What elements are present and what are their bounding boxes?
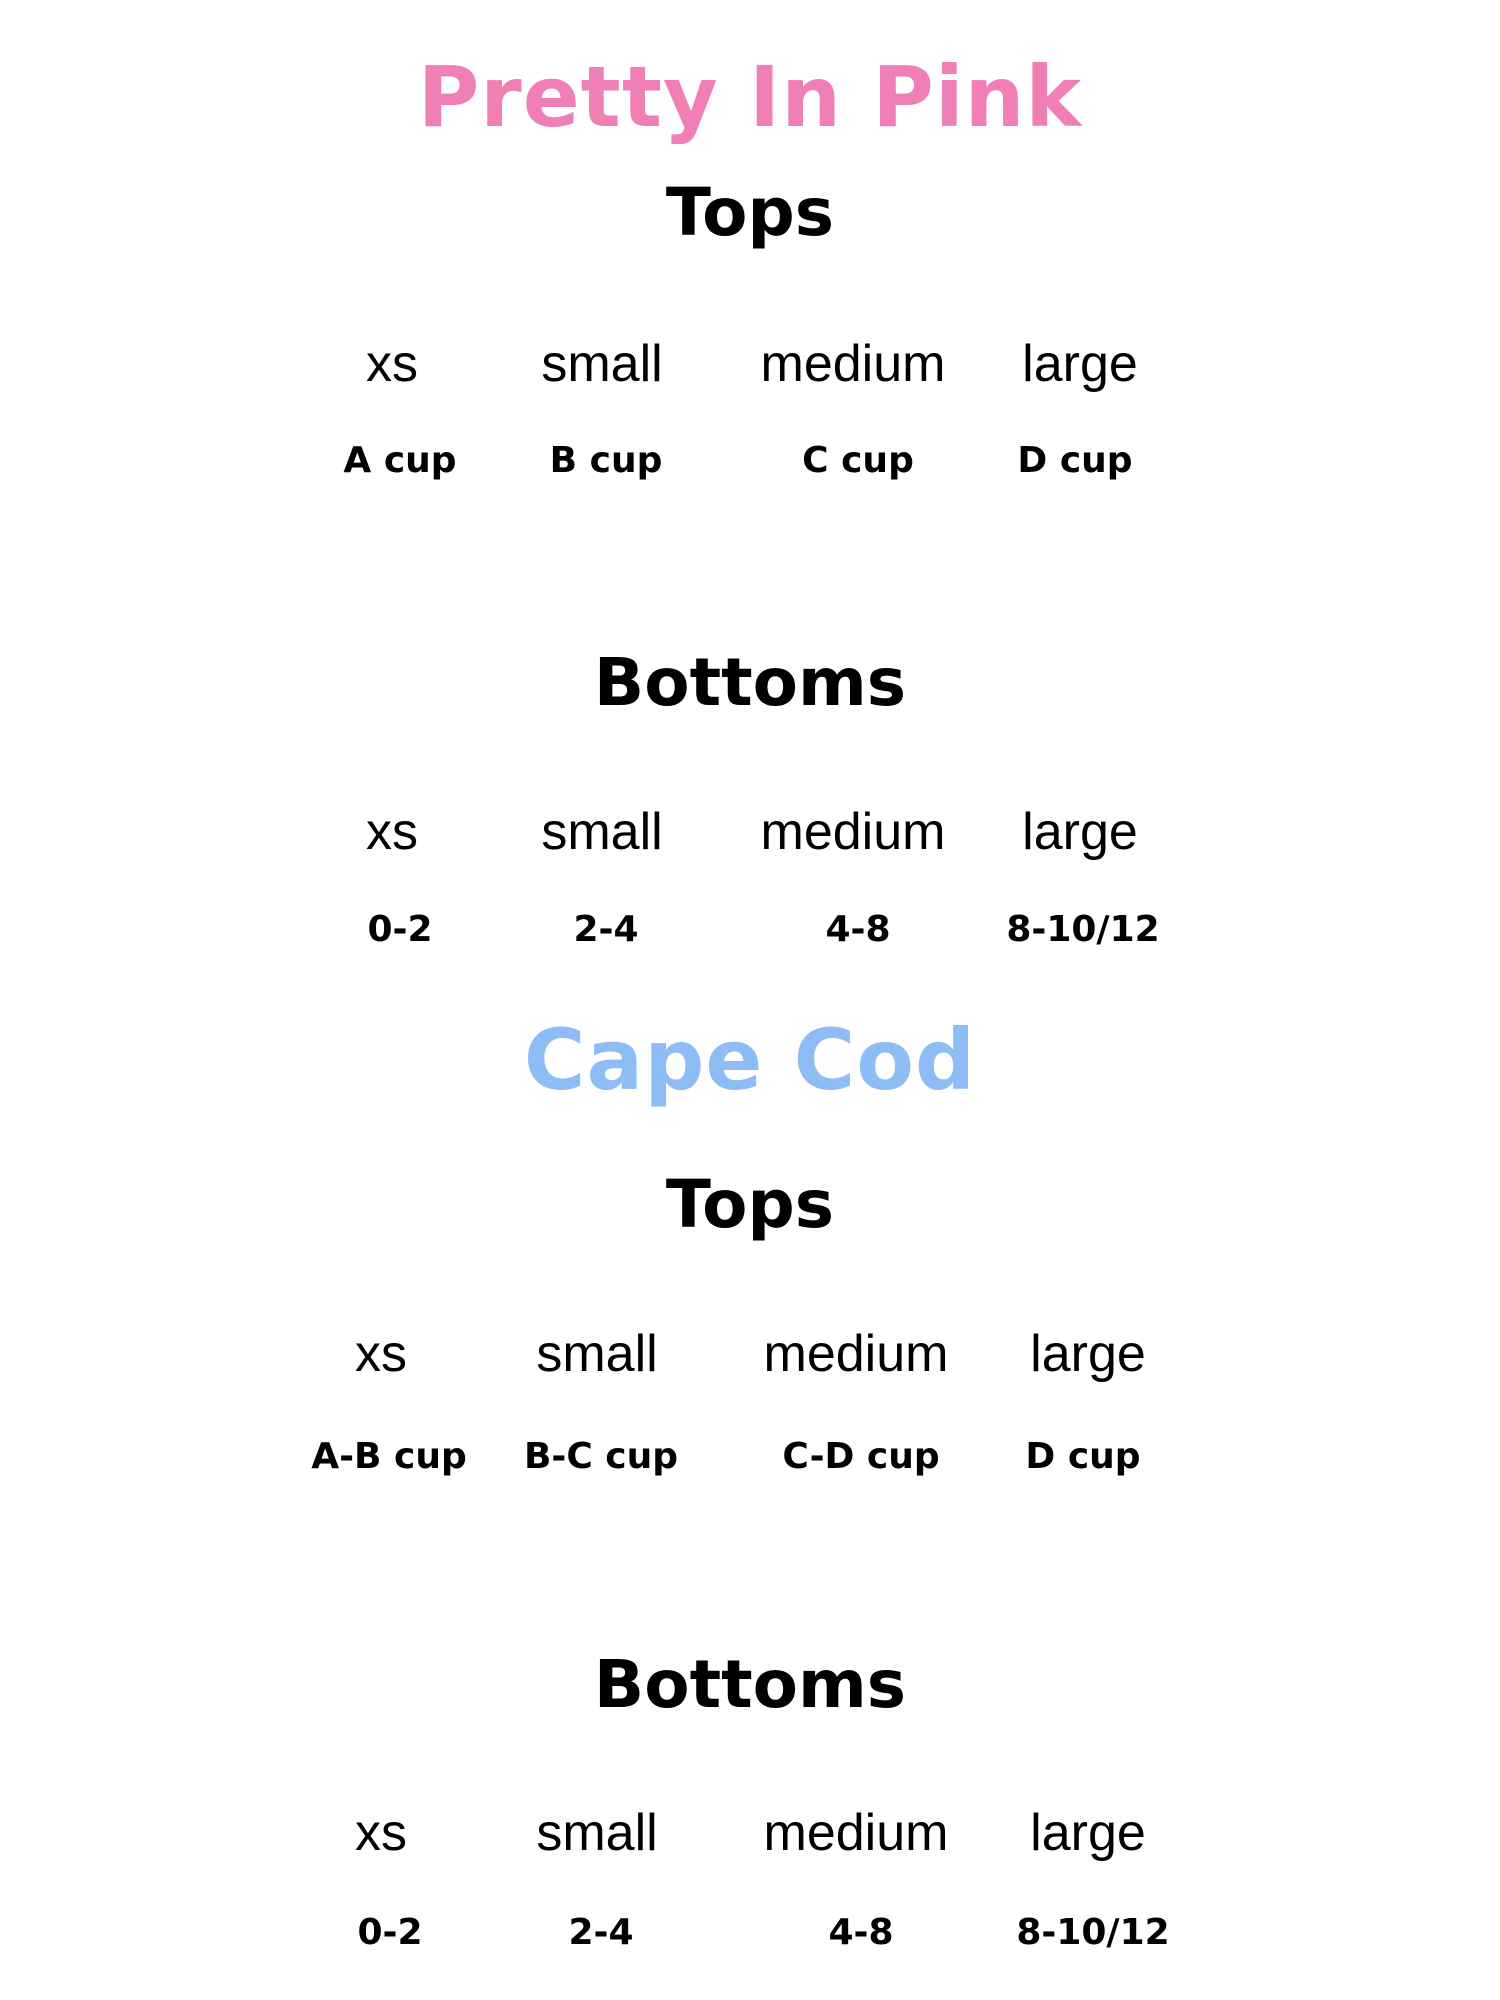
cup-size-large: D cup <box>1017 440 1133 481</box>
size-label-small: small <box>541 335 663 393</box>
size-label-xs: xs <box>366 803 418 861</box>
size-label-xs: xs <box>366 335 418 393</box>
cup-size-small: B cup <box>549 440 663 481</box>
cup-size-small: B-C cup <box>523 1436 679 1477</box>
size-label-small: small <box>536 1325 658 1383</box>
size-label-xs: xs <box>355 1804 407 1862</box>
cup-size-medium: C-D cup <box>782 1436 940 1477</box>
section-title-bottoms: Bottoms <box>593 1646 907 1723</box>
size-label-xs: xs <box>355 1325 407 1383</box>
cup-size-xs: A-B cup <box>311 1436 467 1477</box>
brand-title-cape-cod: Cape Cod <box>523 1011 977 1109</box>
size-label-large: large <box>1030 1804 1146 1862</box>
pant-size-large: 8-10/12 <box>1016 1912 1170 1953</box>
size-label-medium: medium <box>763 1804 949 1862</box>
size-label-medium: medium <box>760 335 946 393</box>
pant-size-xs: 0-2 <box>367 909 433 950</box>
pant-size-large: 8-10/12 <box>1006 909 1160 950</box>
pant-size-medium: 4-8 <box>828 1912 894 1953</box>
pant-size-small: 2-4 <box>573 909 639 950</box>
section-title-bottoms: Bottoms <box>593 644 907 721</box>
pant-size-medium: 4-8 <box>825 909 891 950</box>
cup-size-xs: A cup <box>343 440 457 481</box>
cup-size-medium: C cup <box>802 440 914 481</box>
size-label-small: small <box>541 803 663 861</box>
brand-title-pretty-in-pink: Pretty In Pink <box>417 48 1083 146</box>
size-label-large: large <box>1022 803 1138 861</box>
size-label-large: large <box>1022 335 1138 393</box>
section-title-tops: Tops <box>665 1166 835 1243</box>
pant-size-xs: 0-2 <box>357 1912 423 1953</box>
size-label-small: small <box>536 1804 658 1862</box>
size-label-medium: medium <box>763 1325 949 1383</box>
section-title-tops: Tops <box>665 174 835 251</box>
size-label-large: large <box>1030 1325 1146 1383</box>
size-label-medium: medium <box>760 803 946 861</box>
cup-size-large: D cup <box>1025 1436 1141 1477</box>
pant-size-small: 2-4 <box>568 1912 634 1953</box>
